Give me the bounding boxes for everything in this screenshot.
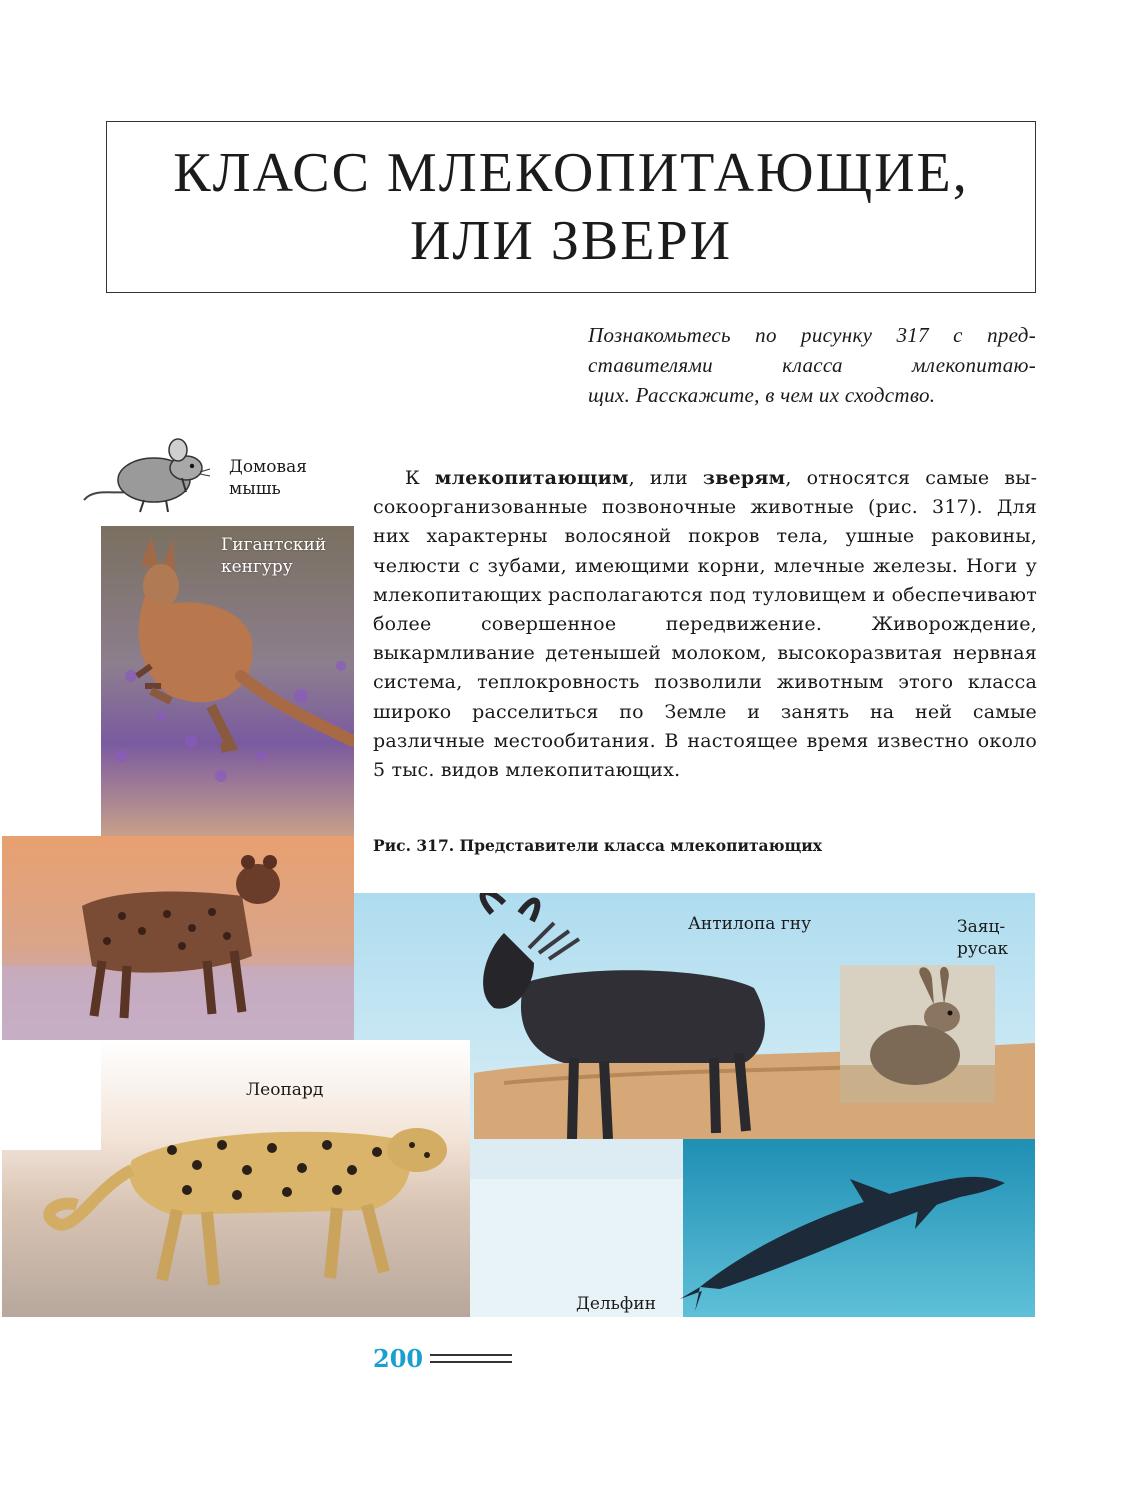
- intro-line-1: Познакомьтесь по рисунку 317 с пред-: [588, 323, 1036, 347]
- title-box: [106, 121, 1036, 293]
- intro-question: [588, 320, 1036, 410]
- label-hare-line-1: Заяц-: [957, 917, 1006, 937]
- label-gnu: Антилопа гну: [688, 914, 812, 934]
- page-number-rule-bottom: [430, 1361, 512, 1363]
- paragraph-rest: , относятся самые высокоорганизованные позвоночные животные (рис. 317). Для них характерны волосяной покров тела, ушные раковины, челюсти с зубами, имеющими корни, млечные железы. Ноги у млекопитающих располагаются под туловищем и обеспечивают более совершенное передвижение. Живорождение, выкармливание детенышей молоком, высокоразвитая нервная система, теплокровность позволили животным этого класса широко расселиться по Земле и занять на ней самые различные местообитания. В настоящее время известно около 5 тыс. видов млекопитающих.: [373, 467, 1037, 782]
- page-number: 200: [373, 1344, 424, 1373]
- intro-line-3: щих. Расскажите, в чем их сходство.: [588, 383, 936, 407]
- body-paragraph: [373, 464, 1037, 785]
- title-line-1: КЛАСС МЛЕКОПИТАЮЩИЕ,: [173, 142, 969, 204]
- dolphin-photo: [470, 1139, 1035, 1317]
- term-mammals: млекопитающим: [434, 467, 629, 489]
- label-kangaroo: [221, 534, 326, 578]
- paragraph-lead: К: [405, 467, 435, 489]
- term-beasts: зверям: [702, 467, 786, 489]
- label-leopard: Леопард: [246, 1080, 324, 1100]
- label-mouse: [229, 456, 307, 500]
- leopard-photo: [2, 1040, 470, 1317]
- label-dolphin: Дельфин: [576, 1294, 656, 1314]
- intro-line-2: ставителями класса млекопитаю-: [588, 353, 1036, 377]
- label-kangaroo-line-2: кенгуру: [221, 557, 293, 577]
- hare-photo: [840, 965, 995, 1103]
- label-hare-line-2: русак: [957, 939, 1009, 959]
- label-mouse-line-2: мышь: [229, 479, 281, 499]
- mouse-illustration: [74, 428, 212, 518]
- hyena-photo: [2, 836, 354, 1040]
- label-kangaroo-line-1: Гигантский: [221, 535, 327, 555]
- figure-caption: Рис. 317. Представители класса млекопитающих: [373, 836, 822, 855]
- title-line-2: ИЛИ ЗВЕРИ: [409, 210, 733, 272]
- page-number-rule-top: [430, 1354, 512, 1356]
- label-hare: [957, 916, 1008, 960]
- paragraph-sep: , или: [628, 467, 703, 489]
- label-mouse-line-1: Домовая: [229, 457, 307, 477]
